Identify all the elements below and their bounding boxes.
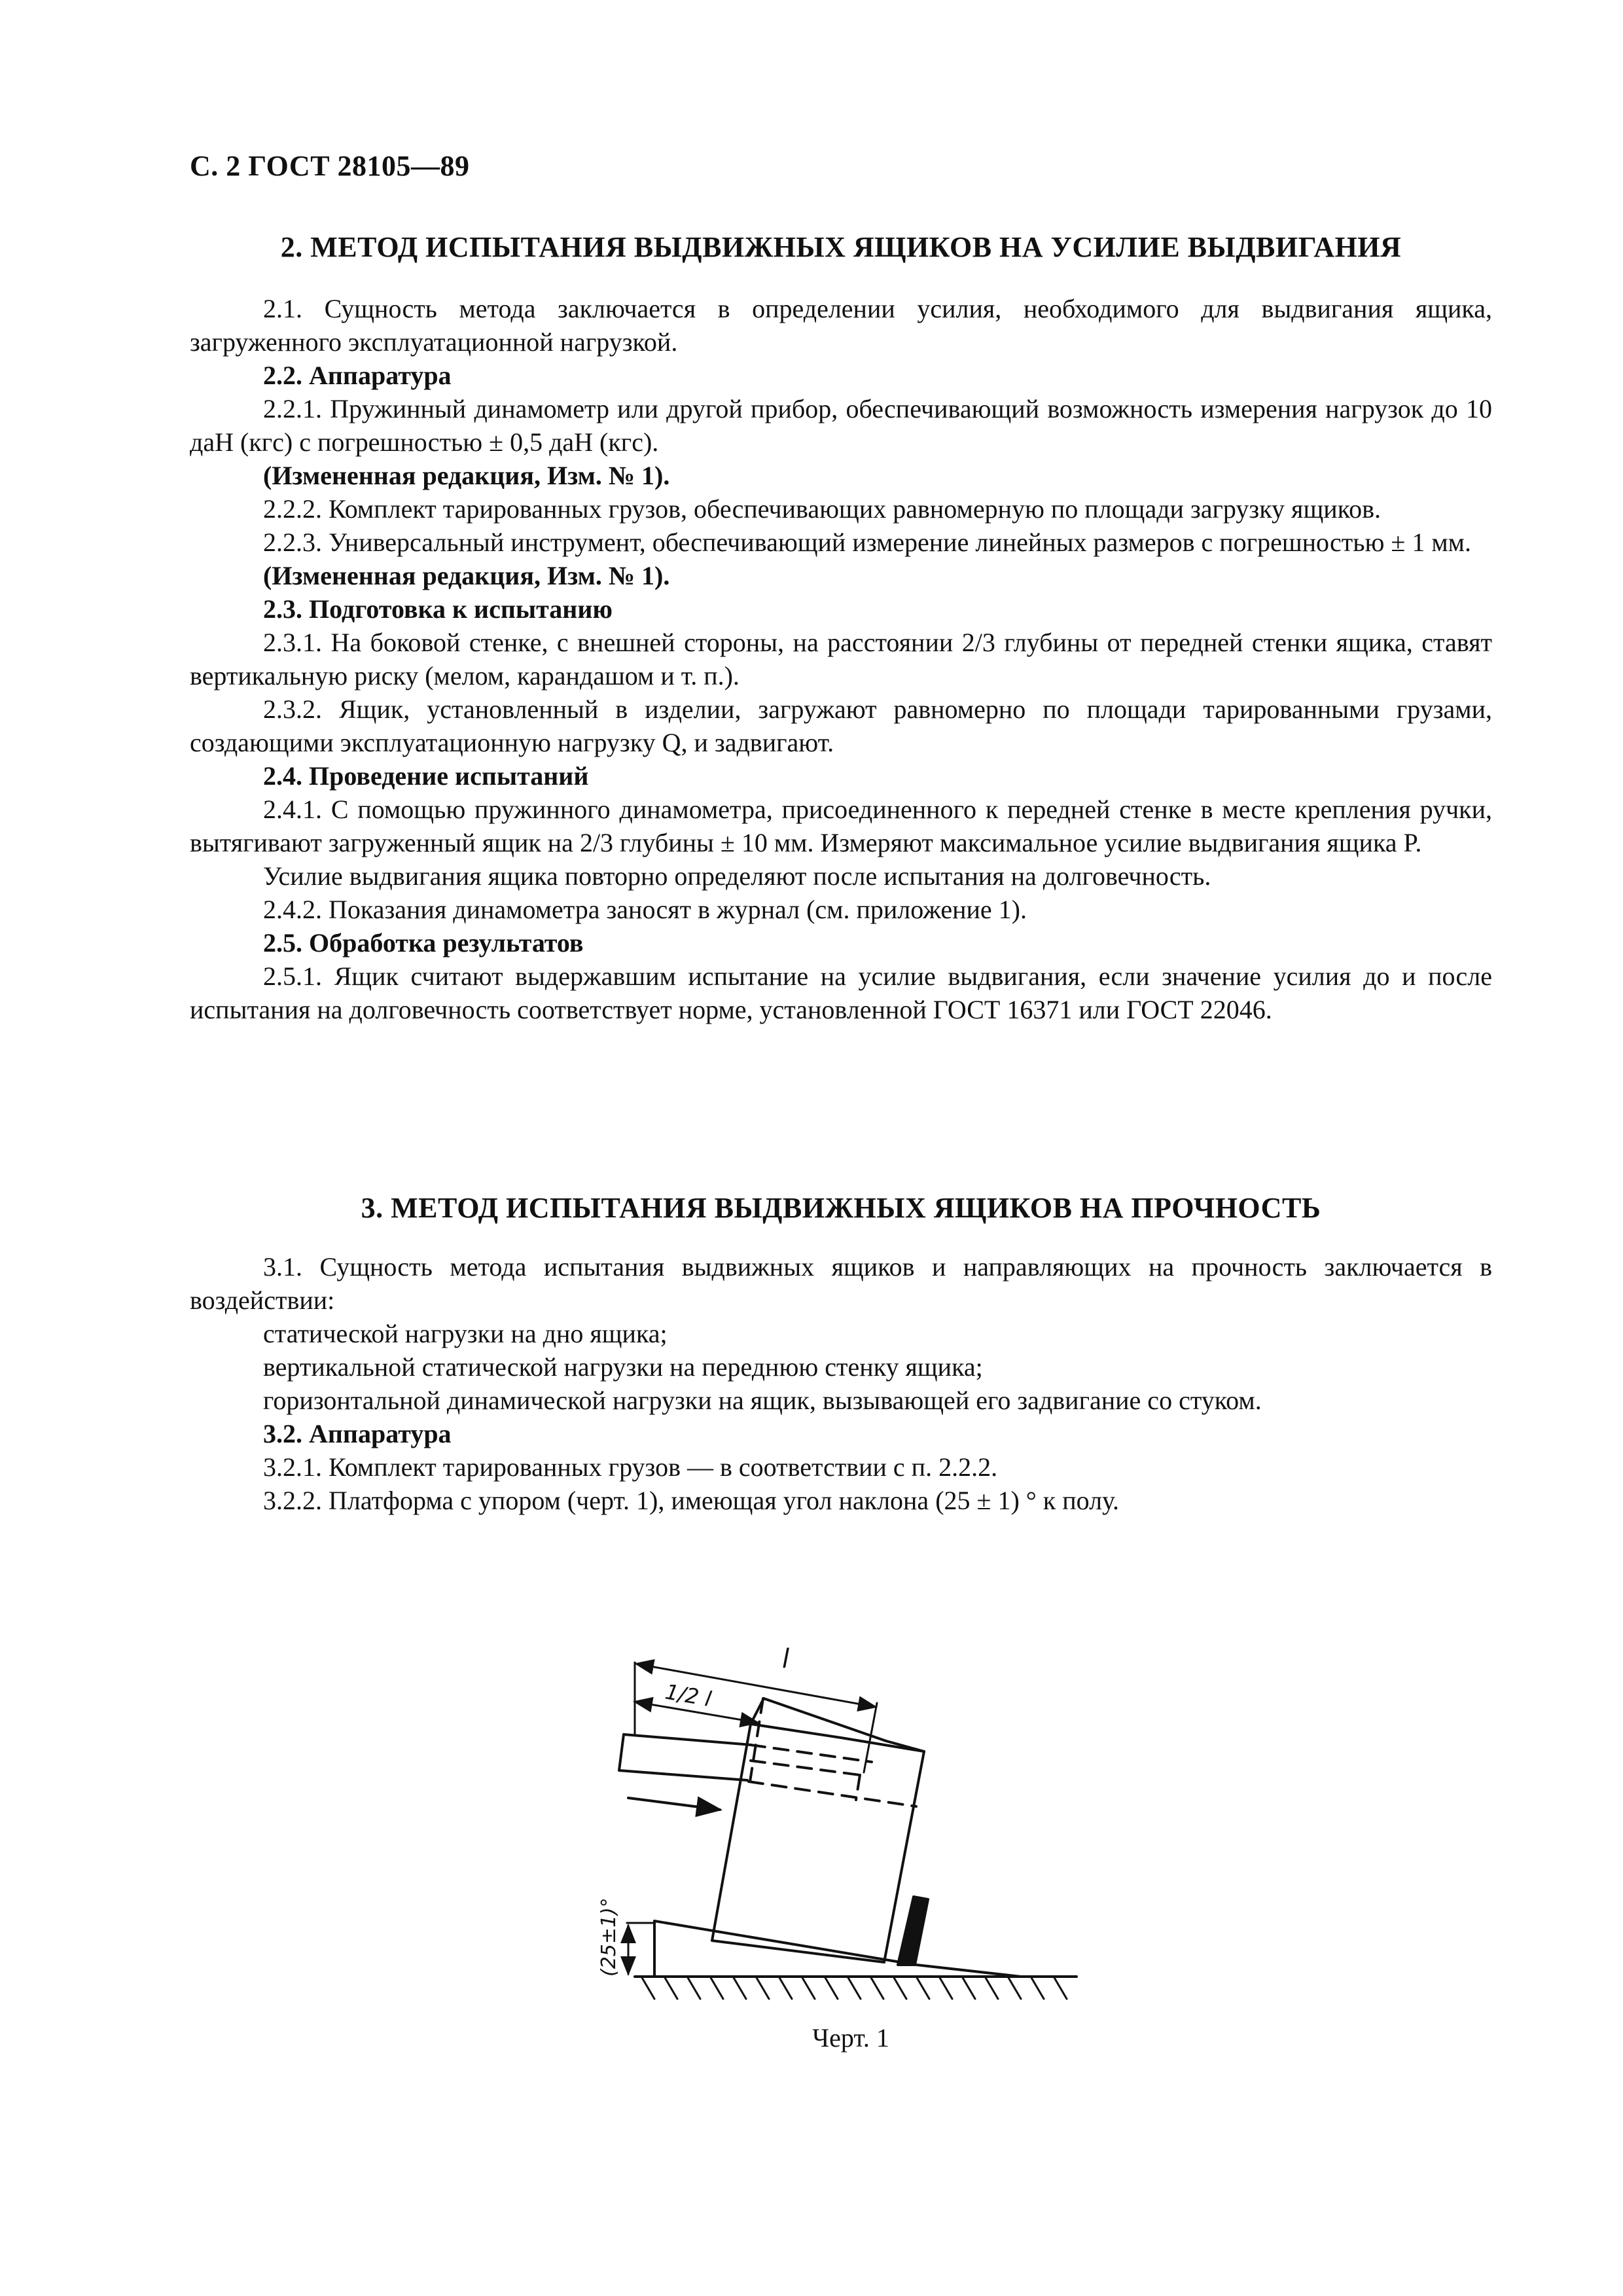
paragraph-2-2-2: 2.2.2. Комплект тарированных грузов, обеспечивающих равномерную по площади загрузку ящиков. [263,494,1381,524]
paragraph-2-3-1: 2.3.1. На боковой стенке, с внешней стороны, на расстоянии 2/3 глубины от передней стенки ящика, ставят вертикальную риску (мелом, карандашом и т. п.). [190,628,1492,691]
label-half-l: 1/2 l [663,1679,713,1712]
label-l: l [782,1644,790,1674]
drawer-body [712,1724,924,1962]
figure-drawer-test-platform [597,1512,1099,1990]
housing-shelf-top [624,1734,751,1745]
heading-2-4: 2.4. Проведение испытаний [263,761,589,791]
paragraph-3-2-1: 3.2.1. Комплект тарированных грузов — в соответствии с п. 2.2.2. [263,1452,998,1482]
page-header: С. 2 ГОСТ 28105—89 [190,150,470,182]
paragraph-2-3-2: 2.3.2. Ящик, установленный в изделии, загружают равномерно по площади тарированными грузами, создающими эксплуатационную нагрузку Q, и задвигают. [190,694,1492,757]
housing-dashed [749,1698,916,1806]
floor-hatching [641,1977,1067,1999]
inclined-platform [654,1921,1021,1977]
paragraph-2-2-3: 2.2.3. Универсальный инструмент, обеспечивающий измерение линейных размеров с погрешностью ± 1 мм. [263,528,1471,557]
heading-2-5: 2.5. Обработка результатов [263,928,584,958]
paragraph-2-4-1b: Усилие выдвигания ящика повторно определяют после испытания на долговечность. [263,861,1211,891]
heading-3-2: 3.2. Аппаратура [263,1419,452,1448]
heading-2-3: 2.3. Подготовка к испытанию [263,594,613,624]
list-item: горизонтальной динамической нагрузки на ящик, вызывающей его задвигание со стуком. [263,1386,1262,1415]
housing-shelf [619,1734,747,1780]
label-angle: (25±1)° [597,1897,620,1977]
paragraph-2-4-1: 2.4.1. С помощью пружинного динамометра, присоединенного к передней стенке в месте крепления ручки, вытягивают загруженный ящик на 2/3 глубины ± 10 мм. Измеряют максимальное усилие выдвигания ящика P. [190,795,1492,857]
edit-note-1: (Измененная редакция, Изм. № 1). [263,461,670,490]
paragraph-2-1: 2.1. Сущность метода заключается в определении усилия, необходимого для выдвигания ящика, загруженного эксплуатационной нагрузкой. [190,294,1492,357]
section-2-body [190,292,1492,1026]
paragraph-2-5-1: 2.5.1. Ящик считают выдержавшим испытание на усилие выдвигания, если значение усилия до и после испытания на долговечность соответствует норме, установленной ГОСТ 16371 или ГОСТ 22046. [190,961,1492,1024]
list-item: вертикальной статической нагрузки на переднюю стенку ящика; [263,1352,983,1382]
push-arrow [628,1798,720,1810]
paragraph-2-4-2: 2.4.2. Показания динамометра заносят в журнал (см. приложение 1). [263,895,1027,924]
paragraph-3-2-2: 3.2.2. Платформа с упором (черт. 1), имеющая угол наклона (25 ± 1) ° к полу. [263,1486,1120,1515]
platform-stop [898,1897,928,1965]
figure-caption: Черт. 1 [812,2023,889,2053]
paragraph-3-1: 3.1. Сущность метода испытания выдвижных ящиков и направляющих на прочность заключается в воздействии: [190,1252,1492,1315]
paragraph-2-2-1: 2.2.1. Пружинный динамометр или другой прибор, обеспечивающий возможность измерения нагрузок до 10 даН (кгс) с погрешностью ± 0,5 даН (кгс). [190,394,1492,457]
edit-note-2: (Измененная редакция, Изм. № 1). [263,561,670,590]
section-3-body [190,1250,1492,1517]
section-3-title: 3. МЕТОД ИСПЫТАНИЯ ВЫДВИЖНЫХ ЯЩИКОВ НА ПРОЧНОСТЬ [361,1192,1321,1224]
list-item: статической нагрузки на дно ящика; [263,1319,668,1348]
section-2-title: 2. МЕТОД ИСПЫТАНИЯ ВЫДВИЖНЫХ ЯЩИКОВ НА УСИЛИЕ ВЫДВИГАНИЯ [280,231,1402,263]
heading-2-2: 2.2. Аппаратура [263,361,452,390]
